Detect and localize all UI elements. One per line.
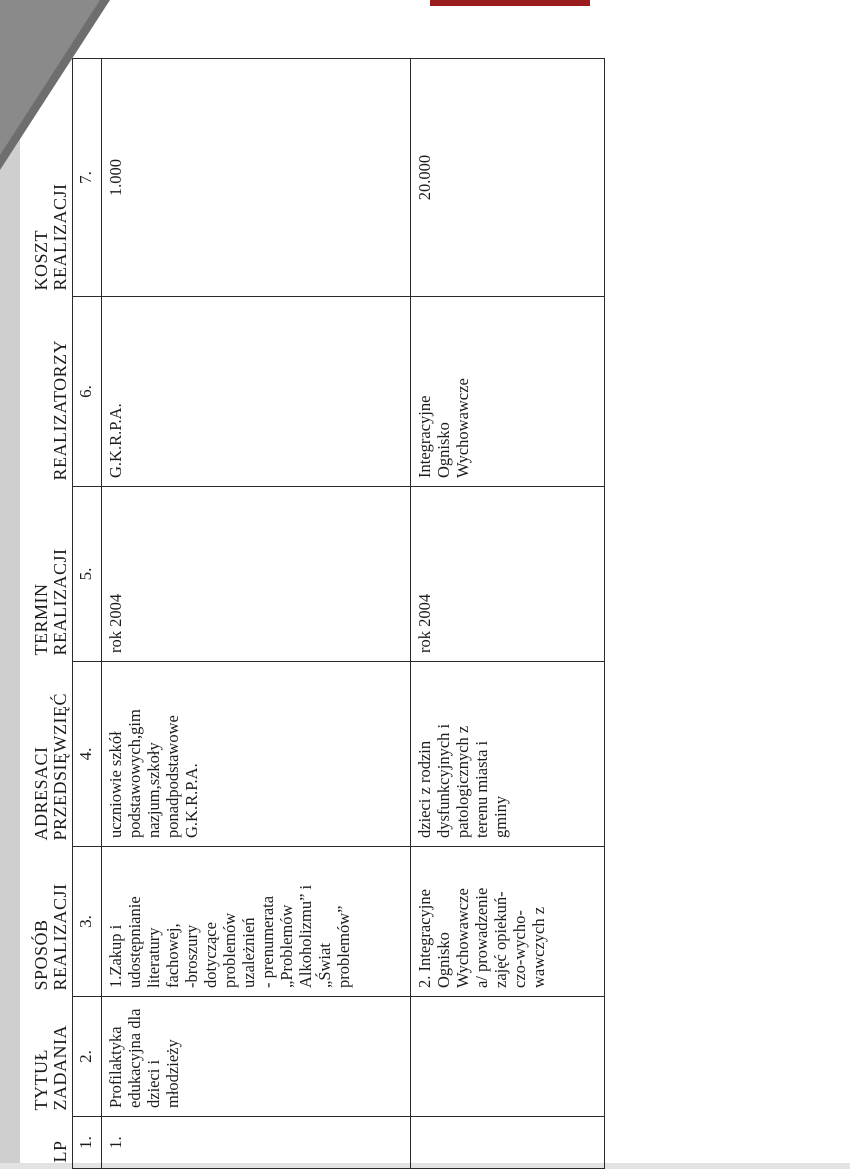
rotated-table-container xyxy=(30,20,730,1169)
header-koszt: KOSZT REALIZACJI xyxy=(31,183,70,291)
header-sposob-realizacji: SPOSÓB REALIZACJI xyxy=(31,883,70,991)
cell-tytul: Profilaktyka edukacyjna dla dzieci i młodzieży xyxy=(102,997,411,1117)
cell-realizatorzy: G.K.R.P.A. xyxy=(102,297,411,487)
header-row xyxy=(30,59,73,1169)
column-number: 3. xyxy=(73,847,102,997)
cell-termin: rok 2004 xyxy=(102,487,411,662)
cell-tytul xyxy=(411,997,605,1117)
cell-adresaci: uczniowie szkół podstawowych,gim nazjum,szkoły ponadpodstawowe G.K.R.P.A. xyxy=(102,662,411,847)
column-number-row xyxy=(73,59,102,1169)
header-lp: LP xyxy=(50,1140,70,1163)
cell-lp: 1. xyxy=(102,1117,411,1169)
cell-termin: rok 2004 xyxy=(411,487,605,662)
cell-sposob: 1.Zakup i udostępnianie literatury fachowej, -broszury dotyczące problemów uzależnień - prenumerata „Problemów Alkoholizmu” i „Świat problemów” xyxy=(102,847,411,997)
column-number: 4. xyxy=(73,662,102,847)
cell-realizatorzy: Integracyjne Ognisko Wychowawcze xyxy=(411,297,605,487)
cell-lp xyxy=(411,1117,605,1169)
cell-sposob: 2. Integracyjne Ognisko Wychowawcze a/ prowadzenie zajęć opiekuń- czo-wycho- wawczych z xyxy=(411,847,605,997)
column-number: 2. xyxy=(73,997,102,1117)
column-number: 7. xyxy=(73,59,102,297)
scan-top-mark xyxy=(430,0,590,6)
cell-koszt: 20.000 xyxy=(411,59,605,297)
program-table xyxy=(30,58,605,1169)
column-number: 1. xyxy=(73,1117,102,1169)
header-tytul-zadania: TYTUŁ ZADANIA xyxy=(31,1025,70,1111)
column-number: 5. xyxy=(73,487,102,662)
scan-left-edge xyxy=(0,0,20,1169)
table-row xyxy=(411,59,605,1169)
header-termin: TERMIN REALIZACJI xyxy=(31,548,70,656)
cell-adresaci: dzieci z rodzin dysfunkcyjnych i patologicznych z terenu miasta i gminy xyxy=(411,662,605,847)
table-row xyxy=(102,59,411,1169)
cell-koszt: 1.000 xyxy=(102,59,411,297)
header-adresaci: ADRESACI PRZEDSIĘWZIĘĆ xyxy=(31,693,70,841)
header-realizatorzy: REALIZATORZY xyxy=(50,339,70,481)
column-number: 6. xyxy=(73,297,102,487)
